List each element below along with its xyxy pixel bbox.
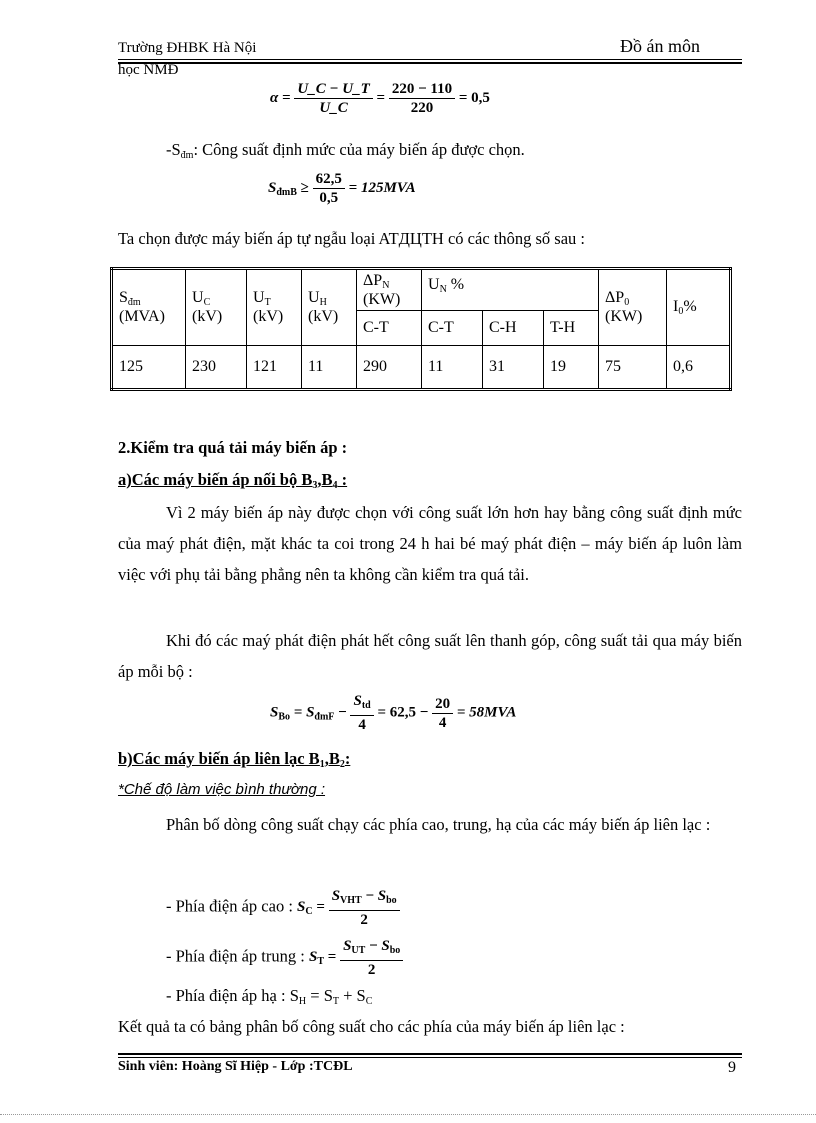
cell-ut: 121 xyxy=(247,346,302,390)
sub-ct1: C-T xyxy=(357,311,422,346)
b2-num-a: S xyxy=(343,938,352,954)
subsection-b-title xyxy=(118,749,350,770)
header-rule xyxy=(118,59,742,60)
footer-rule xyxy=(118,1057,742,1058)
alpha-numerator-value: 220 − 110 xyxy=(389,80,455,99)
sdm-eq-rel: ≥ xyxy=(300,179,309,196)
sdm-eq-den: 0,5 xyxy=(319,190,339,206)
b3-s1: H xyxy=(298,996,307,1007)
b2-num-b: S xyxy=(381,938,390,954)
sdm-prefix: -S xyxy=(166,140,181,159)
alpha-value-fraction xyxy=(389,80,455,117)
sbo-equation xyxy=(270,692,516,734)
col-dp0 xyxy=(599,269,667,346)
alpha-fraction xyxy=(294,80,372,117)
h-ut: U xyxy=(253,289,265,306)
sub-b-s2: 2 xyxy=(339,759,345,770)
b1-num: $S_{VHT} - S_{bo}$ xyxy=(329,887,400,911)
sbo-num-sub: td xyxy=(361,700,371,711)
bullet-1-equation: $S_C$ = $\frac{S_{VHT} - S_{bo}}{2}$ xyxy=(297,899,400,915)
subsection-a-title xyxy=(118,470,347,491)
sub-b-text: b)Các máy biến áp liên lạc B xyxy=(118,749,320,768)
alpha-denominator: U_C xyxy=(319,100,348,116)
b2-num: $S_{UT} - S_{bo}$ xyxy=(340,937,403,961)
b1-lhs-sub: C xyxy=(305,906,313,918)
b3-plus: + S xyxy=(338,986,366,1005)
table-intro: Ta chọn được máy biến áp tự ngẫu loại ATДЦTH có các thông số sau : xyxy=(118,229,585,248)
col-ut xyxy=(247,269,302,346)
bullet-high-voltage xyxy=(166,887,400,929)
sub-a-mid: ,B xyxy=(317,470,333,489)
sdm-text: : Công suất định mức của máy biến áp được chọn. xyxy=(193,140,525,159)
final-line: Kết quả ta có bảng phân bố công suất cho các phía của máy biến áp liên lạc : xyxy=(118,1017,625,1036)
b1-num-b: S xyxy=(377,888,387,904)
bullet-1-text: - Phía điện áp cao : xyxy=(166,896,293,916)
cell-uh: 11 xyxy=(302,346,357,390)
sub-a-s2: 4 xyxy=(332,480,338,491)
h-ut-unit: (kV) xyxy=(253,308,284,325)
transformer-parameters-table xyxy=(110,267,732,391)
b1-num-a-sub: VHT xyxy=(340,895,362,906)
header-continuation: học NMĐ xyxy=(118,62,179,78)
h-dp0-sub: 0 xyxy=(624,297,630,308)
paragraph-2: Khi đó các maý phát điện phát hết công suất lên thanh góp, công suất tải qua máy biến áp mỗi bộ : xyxy=(118,631,742,681)
b2-den: 2 xyxy=(367,962,376,978)
sbo-lhs-sub: Bo xyxy=(278,711,291,723)
paragraph-1: Vì 2 máy biến áp này được chọn với công suất lớn hơn hay bằng công suất định mức của maý phát điện, mặt khác ta coi trong 24 h hai bé maý phát điện – máy biến áp luôn làm việc với phụ tải bằng phẳng nên ta không cần kiểm tra quá tải. xyxy=(118,503,742,584)
sbo-fraction xyxy=(350,692,373,734)
sub-b-end: : xyxy=(344,749,351,768)
cell-sdm: 125 xyxy=(112,346,186,390)
bullet-low-voltage xyxy=(166,986,372,1007)
b2-fraction xyxy=(340,937,403,979)
b2-lhs: S xyxy=(308,949,318,966)
b1-lhs: S xyxy=(297,899,306,916)
header-rule-thick xyxy=(118,62,742,64)
bullet-3-text: - Phía điện áp hạ : S xyxy=(166,986,299,1005)
cell-dp0: 75 xyxy=(599,346,667,390)
cell-un-th: 19 xyxy=(544,346,599,390)
alpha-result: = 0,5 xyxy=(458,89,490,106)
b1-fraction xyxy=(329,887,400,929)
sdm-eq-fraction xyxy=(313,170,345,207)
sbo-minus: − xyxy=(338,704,347,721)
h-i0-pct: % xyxy=(683,298,697,315)
h-uh-sub: H xyxy=(319,297,327,308)
sdm-eq-lhs-sub: đmB xyxy=(276,186,297,198)
h-i0-sub: 0 xyxy=(678,306,684,317)
sdm-eq-result: = 125MVA xyxy=(348,179,416,196)
h-uh-unit: (kV) xyxy=(308,308,339,325)
col-i0 xyxy=(667,269,731,346)
col-uh xyxy=(302,269,357,346)
sbo-frac-num xyxy=(350,692,373,716)
b2-num-a-sub: UT xyxy=(351,945,366,956)
sub-b-s1: 1 xyxy=(319,759,325,770)
sbo-frac-den: 4 xyxy=(358,717,366,733)
h-un-sub: N xyxy=(439,284,447,295)
sbo-fraction-2 xyxy=(432,695,453,732)
h-un-pct: % xyxy=(446,276,465,293)
h-sdm-unit: (MVA) xyxy=(119,308,165,325)
b1-num-a: S xyxy=(331,888,341,904)
sbo-s1-sub: đmF xyxy=(314,711,335,723)
cell-dpn: 290 xyxy=(357,346,422,390)
h-un: U xyxy=(428,276,440,293)
sub-b-mid: ,B xyxy=(324,749,340,768)
cell-un-ch: 31 xyxy=(483,346,544,390)
paragraph-3: Phân bố dòng công suất chạy các phía cao, trung, hạ của các máy biến áp liên lạc : xyxy=(166,815,711,834)
page-edge xyxy=(0,1114,816,1115)
sdm-eq-num: 62,5 xyxy=(313,170,345,189)
footer-student: Sinh viên: Hoàng Sĩ Hiệp - Lớp :TCĐL xyxy=(118,1059,353,1074)
section-2-title: 2.Kiểm tra quá tải máy biến áp : xyxy=(118,438,348,457)
col-dpn xyxy=(357,269,422,311)
sbo-frac2-num: 20 xyxy=(432,695,453,714)
alpha-equation: α = $\frac{U\_C - U\_T}{U\_C}$ = $\frac{220 - 110}{220}$ = 0,5 xyxy=(270,81,490,116)
h-dpn-sub: N xyxy=(382,279,390,291)
sdm-eq-lhs: S xyxy=(268,179,277,196)
sbo-result: = 58MVA xyxy=(456,704,517,721)
sub-ch: C-H xyxy=(483,311,544,346)
h-sdm: S xyxy=(119,289,128,306)
sdm-equation xyxy=(268,170,416,207)
h-uc-sub: C xyxy=(203,297,211,308)
cell-un-ct: 11 xyxy=(422,346,483,390)
b3-s3: C xyxy=(365,996,373,1007)
sbo-lhs: S xyxy=(270,704,279,721)
h-dpn: ΔP xyxy=(363,271,383,289)
h-dp0-unit: (KW) xyxy=(605,308,643,325)
alpha-lhs: α = xyxy=(270,89,291,106)
cell-i0: 0,6 xyxy=(667,346,731,390)
b2-num-b-sub: bo xyxy=(389,945,401,956)
b1-num-b-sub: bo xyxy=(386,895,397,906)
sub-ct2: C-T xyxy=(422,311,483,346)
h-uh: U xyxy=(308,289,320,306)
sdm-description xyxy=(166,140,525,161)
col-un xyxy=(422,269,599,311)
b2-lhs-sub: T xyxy=(317,956,324,968)
alpha-denominator-value: 220 xyxy=(410,100,434,116)
h-sdm-sub: đm xyxy=(127,297,141,308)
bullet-2-equation: $S_T$ = $\frac{S_{UT} - S_{bo}}{2}$ xyxy=(309,949,403,965)
footer-rule-thick xyxy=(118,1053,742,1055)
h-dp0: ΔP xyxy=(605,289,625,306)
header-title: Đồ án môn xyxy=(620,36,700,56)
h-i0: I xyxy=(673,298,679,315)
h-uc: U xyxy=(192,289,204,306)
col-uc xyxy=(186,269,247,346)
sub-a-text: a)Các máy biến áp nối bộ B xyxy=(118,470,313,489)
bullet-2-text: - Phía điện áp trung : xyxy=(166,946,305,966)
sub-a-s1: 3 xyxy=(312,480,318,491)
cell-uc: 230 xyxy=(186,346,247,390)
sbo-eq1: = S xyxy=(293,704,315,721)
sbo-eq2: = 62,5 − xyxy=(377,704,429,721)
sbo-num-s: S xyxy=(353,693,362,709)
h-dpn-unit: (KW) xyxy=(363,290,401,308)
sub-a-end: : xyxy=(337,470,348,489)
h-ut-sub: T xyxy=(264,297,271,308)
alpha-numerator: U_C − U_T xyxy=(294,80,372,99)
sub-th: T-H xyxy=(544,311,599,346)
sbo-frac2-den: 4 xyxy=(438,714,447,731)
col-sdm xyxy=(112,269,186,346)
h-uc-unit: (kV) xyxy=(192,308,223,325)
b1-den: 2 xyxy=(360,912,368,928)
normal-mode-heading: *Chế độ làm việc bình thường : xyxy=(118,781,326,798)
bullet-medium-voltage xyxy=(166,937,403,979)
sdm-sub: đm xyxy=(180,150,194,161)
b3-mid: = S xyxy=(306,986,333,1005)
header-school: Trường ĐHBK Hà Nội xyxy=(118,40,257,56)
b3-s2: T xyxy=(332,996,339,1007)
page-number: 9 xyxy=(728,1059,736,1076)
